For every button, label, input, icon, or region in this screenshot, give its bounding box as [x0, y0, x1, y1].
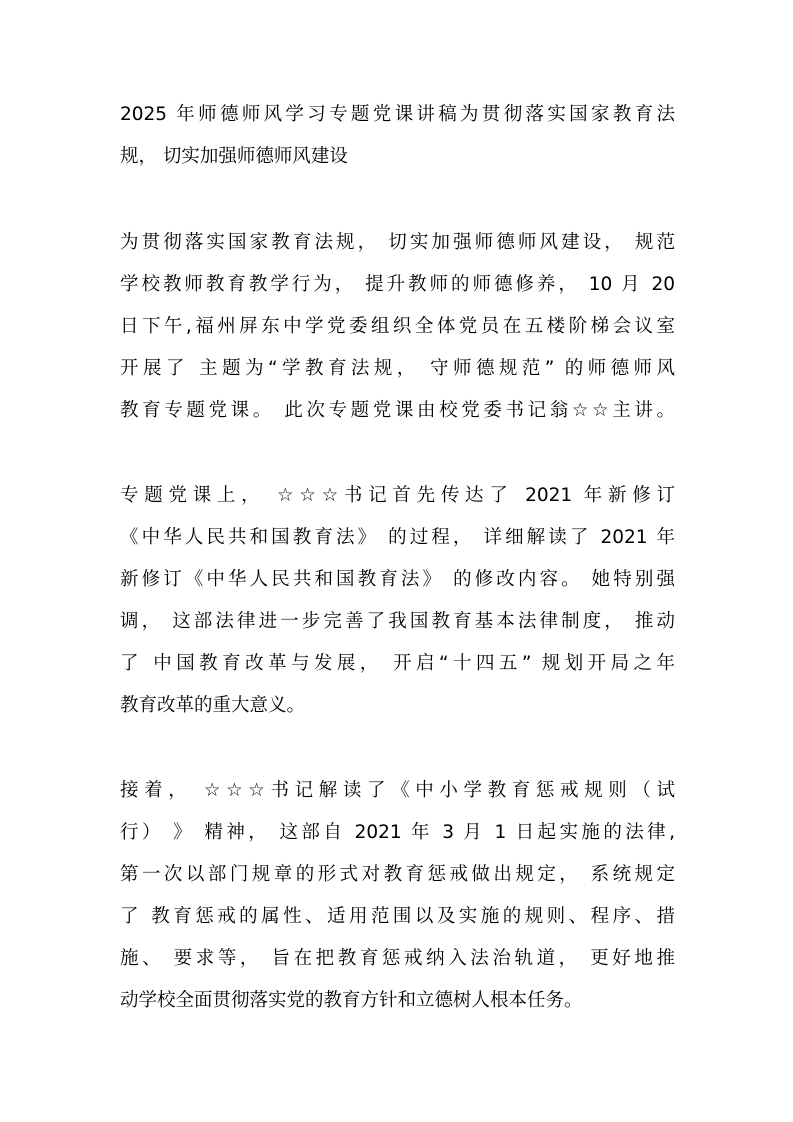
paragraph-3-line-6: 动学校全面贯彻落实党的教育方针和立德树人根本任务。	[120, 990, 583, 1011]
paragraph-3-line-2: 行） 》 精神， 这部自 2021 年 3 月 1 日起实施的法律,	[120, 822, 675, 843]
title-line-1: 2025 年师德师风学习专题党课讲稿为贯彻落实国家教育法	[120, 104, 675, 125]
paragraph-2-line-3: 新修订《中华人民共和国教育法》 的修改内容。 她特别强	[120, 569, 675, 590]
paragraph-2-line-4: 调， 这部法律进一步完善了我国教育基本法律制度， 推动	[120, 611, 675, 632]
paragraph-2-line-6: 教育改革的重大意义。	[120, 695, 306, 716]
paragraph-2-line-2: 《中华人民共和国教育法》 的过程， 详细解读了 2021 年	[120, 527, 675, 548]
paragraph-3-line-4: 了 教育惩戒的属性、适用范围以及实施的规则、程序、措	[120, 906, 675, 927]
paragraph-3-line-5: 施、 要求等， 旨在把教育惩戒纳入法治轨道， 更好地推	[120, 948, 675, 969]
paragraph-1-line-3: 日下午,福州屏东中学党委组织全体党员在五楼阶梯会议室	[120, 316, 675, 337]
title-line-2: 规， 切实加强师德师风建设	[120, 146, 348, 167]
paragraph-3-line-3: 第一次以部门规章的形式对教育惩戒做出规定， 系统规定	[120, 864, 675, 885]
paragraph-1-line-5: 教育专题党课。 此次专题党课由校党委书记翁☆☆主讲。	[120, 400, 675, 421]
paragraph-1-line-2: 学校教师教育教学行为， 提升教师的师德修养， 10 月 20	[120, 274, 675, 295]
paragraph-1-line-1: 为贯彻落实国家教育法规， 切实加强师德师风建设， 规范	[120, 232, 675, 253]
paragraph-1-line-4: 开展了 主题为“学教育法规， 守师德规范” 的师德师风	[120, 358, 675, 379]
paragraph-2-line-5: 了 中国教育改革与发展， 开启“十四五” 规划开局之年	[120, 653, 675, 674]
paragraph-2-line-1: 专题党课上， ☆☆☆书记首先传达了 2021 年新修订	[120, 485, 675, 506]
paragraph-3-line-1: 接着， ☆☆☆书记解读了《中小学教育惩戒规则（试	[120, 780, 675, 801]
